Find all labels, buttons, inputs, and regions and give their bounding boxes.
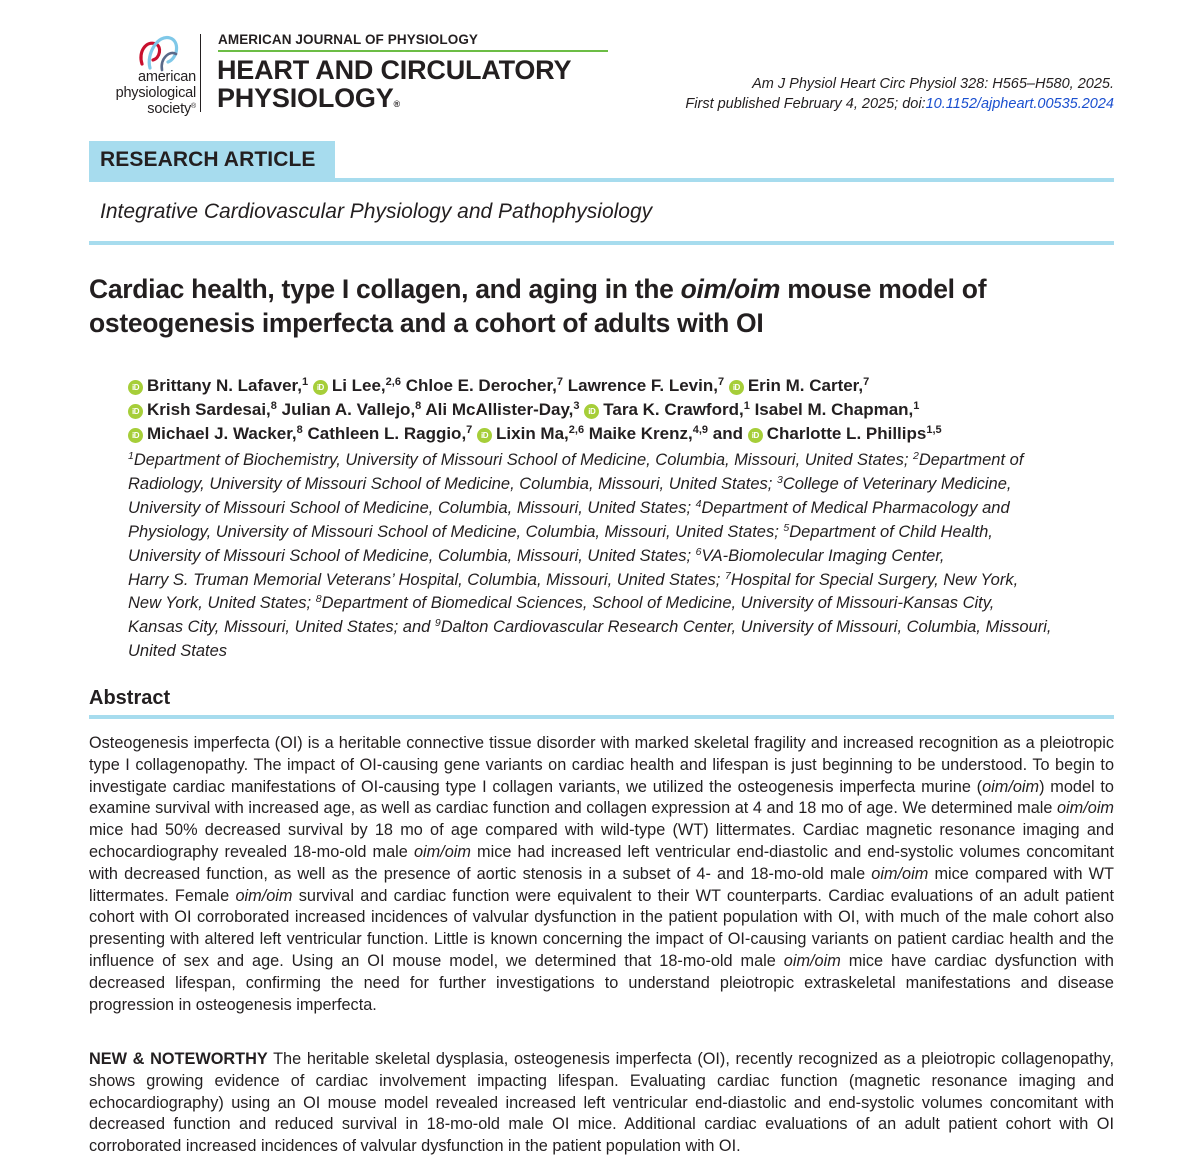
abstract-text-run: Osteogenesis imperfecta (OI) is a heritable connective tissue disorder with marked skeletal fragility and increased recognition as a pleiotropic type I collagenopathy. The impact of OI-causing gene variants on cardiac health and lifespan is just beginning to be understood. To begin to investigate cardiac manifestations of OI-causing type I collagen variants, we utilized the osteogenesis imperfecta murine ( [89, 734, 1114, 796]
orcid-icon[interactable]: iD [128, 380, 143, 395]
banner-rule [89, 178, 1114, 182]
orcid-icon[interactable]: iD [477, 428, 492, 443]
abstract-text-run: mice compared with WT littermates. Female [89, 864, 1114, 905]
author-affiliation-ref: 3 [573, 400, 580, 412]
affiliation-text: Kansas City, Missouri, United States; and [128, 618, 431, 637]
affiliation-text: Dalton Cardiovascular Research Center, University of Missouri, Columbia, Missouri, [440, 618, 1052, 637]
abstract-text-run: mice had 50% decreased survival by 18 mo of age compared with wild-type (WT) littermates. Cardiac magnetic resonance imaging and echocardiography revealed 18-mo-old male [89, 821, 1114, 861]
citation [685, 74, 1114, 114]
author [128, 400, 277, 419]
affiliation-line [128, 616, 1118, 640]
affiliation-text: University of Missouri School of Medicine, Columbia, Missouri, United States; [128, 546, 692, 565]
affiliation-line [128, 640, 1118, 664]
affiliation-text: College of Veterinary Medicine, [782, 474, 1012, 493]
affiliation-number: 8 [315, 593, 322, 606]
abstract-body [89, 733, 1114, 1016]
author [406, 376, 563, 395]
affiliation-line [128, 569, 1118, 593]
abstract-text-run: ) model to examine survival with increased age, as well as cardiac function and collagen expression at 4 and 18 mo of age. We determined male [89, 777, 1114, 818]
abstract-text-run: mice have cardiac dysfunction with decreased lifespan, confirming the need for further investigations to understand pleiotropic extraskeletal manifestations and disease progression in osteogenesis imperfecta. [89, 951, 1114, 1014]
author-name: Isabel M. Chapman, [754, 400, 914, 419]
new-noteworthy-text: The heritable skeletal dysplasia, osteogenesis imperfecta (OI), recently recognized as a pleiotropic collagenopathy, shows growing evidence of cardiac involvement impacting lifespan. Evaluating cardiac function (magnetic resonance imaging and echocardiography) using an OI mouse model revealed increased left ventricular end-diastolic and end-systolic volumes concomitant with decreased function and reduced survival in 18-mo-old male OI mice. Additional cardiac evaluations of an adult patient cohort with OI corroborated increased incidences of valvular dysfunction in the patient population with OI. [89, 1050, 1114, 1156]
author-affiliation-ref: 1 [913, 400, 920, 412]
journal-name: PHYSIOLOGY® [217, 83, 400, 113]
affiliation-number: 5 [783, 521, 790, 534]
author-connector: and [712, 424, 748, 443]
author [568, 376, 724, 395]
affiliation-number: 7 [724, 569, 731, 582]
citation-line: First published February 4, 2025; doi:10.1152/ajpheart.00535.2024 [685, 96, 1114, 112]
affiliation-line [128, 545, 1118, 569]
new-noteworthy-label: NEW & NOTEWORTHY [89, 1050, 268, 1068]
new-noteworthy [89, 1049, 1114, 1158]
affiliation-text: Department of [918, 451, 1024, 469]
author-name: Ali McAllister-Day, [425, 400, 574, 419]
author [584, 400, 750, 419]
author-affiliation-ref: 7 [863, 376, 870, 388]
affiliation-number: 1 [128, 450, 134, 462]
author-name: Julian A. Vallejo, [281, 400, 416, 419]
author-affiliation-ref: 1,5 [926, 424, 942, 436]
orcid-icon[interactable]: iD [128, 404, 143, 419]
affiliation-text: Harry S. Truman Memorial Veterans’ Hospital, Columbia, Missouri, United States; [128, 570, 721, 589]
affiliation-text: Department of Biomedical Sciences, School of Medicine, University of Missouri-Kansas City, [321, 594, 995, 613]
logo-divider [200, 34, 201, 112]
author-name: Lixin Ma, [496, 424, 569, 443]
author-name: Li Lee, [331, 376, 386, 395]
affiliation-text: New York, United States; [128, 594, 312, 613]
author [282, 400, 422, 419]
affiliation-line [128, 497, 1118, 521]
affiliation-text: University of Missouri School of Medicine, Columbia, Missouri, United States; [128, 498, 692, 517]
orcid-icon[interactable]: iD [748, 428, 763, 443]
abstract-text-run: survival and cardiac function were equivalent to their WT counterparts. Cardiac evaluations of an adult patient cohort with OI corroborated increased incidences of valvular dysfunction in the patient population with OI, with much of the male cohort also presenting with altered left ventricular function. Little is known concerning the impact of OI-causing variants on patient cardiac health and the influence of sex and age. Using an OI mouse model, we determined that 18-mo-old male [89, 886, 1114, 970]
affiliation-line [128, 592, 1118, 616]
affiliation-line [128, 449, 1118, 473]
author-affiliation-ref: 7 [556, 376, 563, 388]
journal-supertitle: AMERICAN JOURNAL OF PHYSIOLOGY [218, 32, 479, 47]
journal-rule [218, 50, 608, 52]
affiliation-line [128, 521, 1118, 545]
article-title: Cardiac health, type I collagen, and aging in the oim/oim mouse model of osteogenesis imperfecta and a cohort of adults with OI [89, 274, 987, 338]
affiliation-text: Department of Biochemistry, University of Missouri School of Medicine, Columbia, Missouri, United States; [133, 451, 909, 469]
author [307, 424, 472, 443]
abstract-heading: Abstract [89, 687, 171, 709]
author-line [128, 398, 919, 422]
author-name: Erin M. Carter, [747, 376, 864, 395]
author-affiliation-ref: 8 [296, 424, 303, 436]
affiliations [128, 449, 1118, 664]
affiliation-text: United States [128, 642, 228, 661]
affiliation-number: 6 [695, 545, 702, 558]
author-line [128, 422, 942, 446]
abstract-italic-term: oim/oim [235, 886, 293, 905]
abstract-italic-term: oim/oim [413, 842, 471, 861]
article-type: RESEARCH ARTICLE [100, 148, 316, 171]
author-affiliation-ref: 8 [270, 400, 277, 412]
author [589, 424, 708, 443]
abstract-italic-term: oim/oim [1057, 799, 1114, 818]
affiliation-line [128, 473, 1118, 497]
author-name: Michael J. Wacker, [147, 424, 297, 443]
article-section: Integrative Cardiovascular Physiology and Pathophysiology [100, 200, 653, 223]
affiliation-text: Radiology, University of Missouri School of Medicine, Columbia, Missouri, United States; [128, 474, 773, 493]
orcid-icon[interactable]: iD [584, 404, 599, 419]
abstract-text-run: mice had increased left ventricular end-diastolic and end-systolic volumes concomitant with decreased function, as well as the presence of aortic stenosis in a subset of 4- and 18-mo-old male [89, 842, 1114, 883]
author [477, 424, 584, 443]
author-name: Chloe E. Derocher, [405, 376, 557, 395]
society-name-line: physiological [115, 85, 196, 101]
author-affiliation-ref: 7 [717, 376, 725, 388]
author-line [128, 374, 869, 398]
affiliation-number: 2 [913, 450, 919, 462]
abstract-rule [89, 715, 1114, 719]
author-name: Brittany N. Lafaver, [147, 376, 302, 395]
orcid-icon[interactable]: iD [313, 380, 328, 395]
author [128, 376, 308, 395]
orcid-icon[interactable]: iD [729, 380, 744, 395]
author-name: Lawrence F. Levin, [567, 376, 718, 395]
affiliation-number: 9 [434, 617, 441, 630]
author-name: Tara K. Crawford, [603, 400, 744, 419]
author-affiliation-ref: 2,6 [385, 376, 401, 388]
abstract-italic-term: oim/oim [871, 864, 929, 883]
society-name-line: society® [147, 101, 196, 117]
author-affiliation-ref: 2,6 [568, 424, 585, 436]
author [313, 376, 401, 395]
author [425, 400, 579, 419]
doi-link[interactable]: 10.1152/ajpheart.00535.2024 [925, 96, 1114, 112]
society-name-line: american [137, 69, 196, 85]
author [128, 424, 303, 443]
citation-line: Am J Physiol Heart Circ Physiol 328: H565–H580, 2025. [752, 76, 1114, 92]
author-affiliation-ref: 7 [466, 424, 473, 436]
affiliation-text: Department of Medical Pharmacology and [701, 498, 1010, 517]
affiliation-text: Physiology, University of Missouri School of Medicine, Columbia, Missouri, United States; [128, 522, 779, 541]
author-name: Maike Krenz, [588, 424, 693, 443]
aps-logo-icon [136, 30, 186, 74]
section-rule [89, 241, 1114, 245]
author [748, 424, 942, 443]
journal-name: HEART AND CIRCULATORY [217, 55, 572, 85]
author-name: Krish Sardesai, [147, 400, 271, 419]
author [729, 376, 869, 395]
author-name: Charlotte L. Phillips [766, 424, 927, 443]
author-affiliation-ref: 8 [415, 400, 422, 412]
affiliation-text: VA-Biomolecular Imaging Center, [701, 546, 945, 565]
affiliation-number: 4 [695, 497, 702, 510]
affiliation-number: 3 [776, 473, 783, 486]
orcid-icon[interactable]: iD [128, 428, 143, 443]
author-affiliation-ref: 1 [743, 400, 750, 412]
affiliation-text: Hospital for Special Surgery, New York, [730, 570, 1019, 589]
author [755, 400, 920, 419]
author-affiliation-ref: 4,9 [692, 424, 709, 436]
affiliation-text: Department of Child Health, [789, 522, 993, 541]
author-affiliation-ref: 1 [301, 376, 309, 388]
author-name: Cathleen L. Raggio, [307, 424, 467, 443]
abstract-italic-term: oim/oim [783, 951, 841, 970]
abstract-italic-term: oim/oim [982, 777, 1040, 796]
